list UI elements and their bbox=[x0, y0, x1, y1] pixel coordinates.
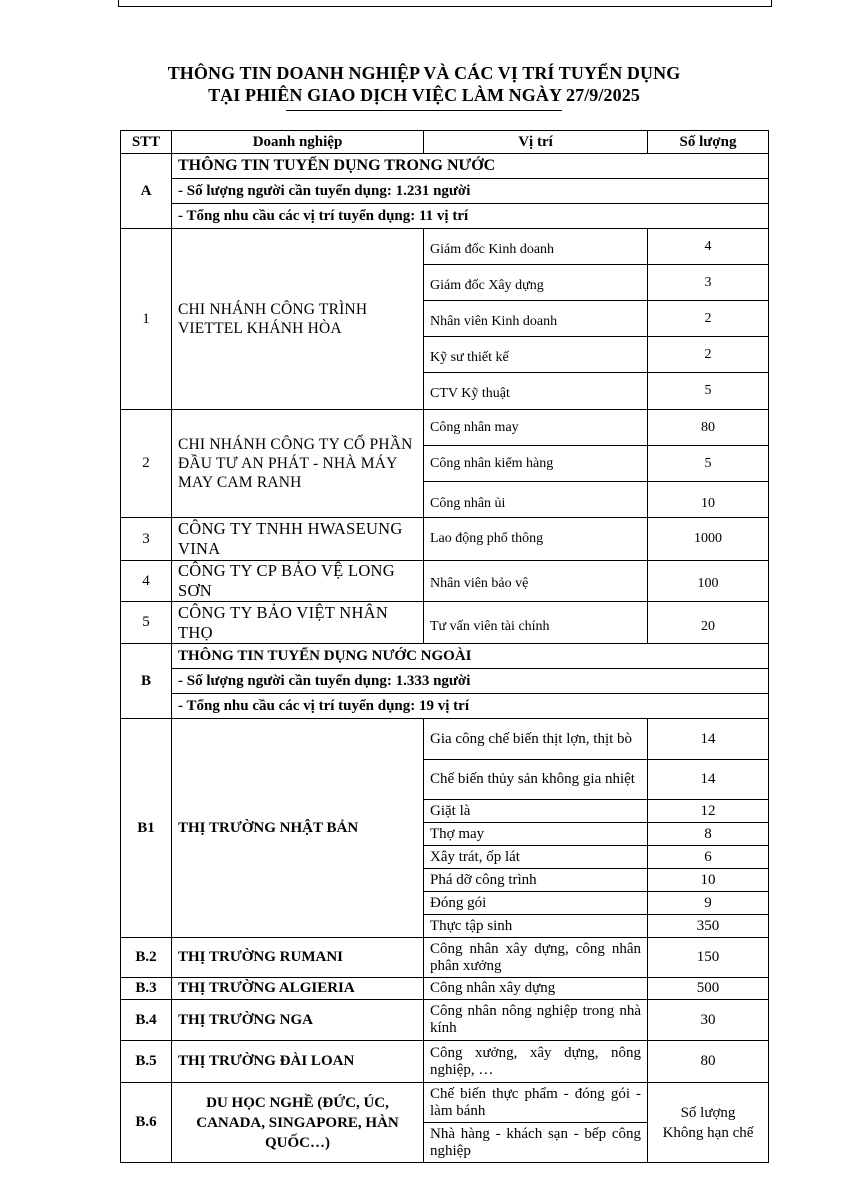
position-name: Nhân viên bảo vệ bbox=[424, 561, 648, 602]
table-row bbox=[121, 561, 769, 602]
position-name: Nhà hàng - khách sạn - bếp công nghiệp bbox=[424, 1123, 648, 1163]
header-quantity: Số lượng bbox=[648, 131, 769, 154]
position-qty: 8 bbox=[648, 823, 769, 846]
position-name: Kỹ sư thiết kế bbox=[424, 337, 648, 373]
position-qty: 12 bbox=[648, 800, 769, 823]
title-underline bbox=[286, 110, 562, 111]
row-stt: 4 bbox=[121, 561, 172, 602]
position-name: Công nhân ủi bbox=[424, 482, 648, 518]
position-qty: 14 bbox=[648, 719, 769, 760]
position-name: Chế biến thực phẩm - đóng gói - làm bánh bbox=[424, 1083, 648, 1123]
table-row bbox=[121, 1041, 769, 1083]
position-name: Công nhân xây dựng bbox=[424, 978, 648, 1000]
row-stt: 2 bbox=[121, 410, 172, 518]
section-b-title-row bbox=[121, 644, 769, 669]
position-qty: 3 bbox=[648, 265, 769, 301]
position-name: Phá dỡ công trình bbox=[424, 869, 648, 892]
market-name: THỊ TRƯỜNG ĐÀI LOAN bbox=[172, 1041, 424, 1083]
position-name: Công nhân may bbox=[424, 410, 648, 446]
row-stt: B.5 bbox=[121, 1041, 172, 1083]
row-stt: B.6 bbox=[121, 1083, 172, 1163]
position-name: Tư vấn viên tài chính bbox=[424, 602, 648, 644]
position-name: Thực tập sinh bbox=[424, 915, 648, 938]
position-name: Gia công chế biến thịt lợn, thịt bò bbox=[424, 719, 648, 760]
row-stt: B.2 bbox=[121, 938, 172, 978]
position-name: Giám đốc Xây dựng bbox=[424, 265, 648, 301]
section-a-line2: - Tổng nhu cầu các vị trí tuyển dụng: 11 vị trí bbox=[172, 204, 769, 229]
position-qty: 80 bbox=[648, 410, 769, 446]
position-name: Thợ may bbox=[424, 823, 648, 846]
section-b-line1: - Số lượng người cần tuyển dụng: 1.333 người bbox=[172, 669, 769, 694]
position-name: Giặt là bbox=[424, 800, 648, 823]
header-row bbox=[121, 131, 769, 154]
recruitment-table bbox=[120, 130, 769, 1163]
position-qty: 2 bbox=[648, 301, 769, 337]
market-name: DU HỌC NGHỀ (ĐỨC, ÚC, CANADA, SINGAPORE, HÀN QUỐC…) bbox=[172, 1083, 424, 1163]
section-a-title-row bbox=[121, 154, 769, 179]
table-row bbox=[121, 602, 769, 644]
position-qty: 14 bbox=[648, 760, 769, 800]
title-line-1: THÔNG TIN DOANH NGHIỆP VÀ CÁC VỊ TRÍ TUYỂN DỤNG bbox=[167, 63, 681, 83]
position-qty: 4 bbox=[648, 229, 769, 265]
section-a-title: THÔNG TIN TUYỂN DỤNG TRONG NƯỚC bbox=[172, 154, 769, 179]
position-qty: 150 bbox=[648, 938, 769, 978]
document-title bbox=[0, 62, 848, 106]
position-name: Công xưởng, xây dựng, nông nghiệp, … bbox=[424, 1041, 648, 1083]
position-qty: 20 bbox=[648, 602, 769, 644]
position-qty: 10 bbox=[648, 482, 769, 518]
position-name: Xây trát, ốp lát bbox=[424, 846, 648, 869]
position-qty: 10 bbox=[648, 869, 769, 892]
market-name: THỊ TRƯỜNG ALGIERIA bbox=[172, 978, 424, 1000]
position-qty: 1000 bbox=[648, 518, 769, 561]
section-b-line1-row bbox=[121, 669, 769, 694]
position-qty: 350 bbox=[648, 915, 769, 938]
section-b-stt: B bbox=[121, 644, 172, 719]
company-name: CÔNG TY BẢO VIỆT NHÂN THỌ bbox=[172, 602, 424, 644]
section-a-line1: - Số lượng người cần tuyển dụng: 1.231 người bbox=[172, 179, 769, 204]
position-qty: 80 bbox=[648, 1041, 769, 1083]
position-name: Công nhân nông nghiệp trong nhà kính bbox=[424, 1000, 648, 1041]
position-qty: 5 bbox=[648, 446, 769, 482]
position-qty: 6 bbox=[648, 846, 769, 869]
row-stt: B.4 bbox=[121, 1000, 172, 1041]
table-row bbox=[121, 518, 769, 561]
position-name: Công nhân kiểm hàng bbox=[424, 446, 648, 482]
company-name: CHI NHÁNH CÔNG TRÌNH VIETTEL KHÁNH HÒA bbox=[172, 229, 424, 410]
row-stt: B1 bbox=[121, 719, 172, 938]
company-name: CÔNG TY CP BẢO VỆ LONG SƠN bbox=[172, 561, 424, 602]
section-a-stt: A bbox=[121, 154, 172, 229]
table-row bbox=[121, 1083, 769, 1123]
row-stt: 3 bbox=[121, 518, 172, 561]
header-stt: STT bbox=[121, 131, 172, 154]
section-a-line1-row bbox=[121, 179, 769, 204]
position-qty: 100 bbox=[648, 561, 769, 602]
market-name: THỊ TRƯỜNG NHẬT BẢN bbox=[172, 719, 424, 938]
company-name: CÔNG TY TNHH HWASEUNG VINA bbox=[172, 518, 424, 561]
position-name: Đóng gói bbox=[424, 892, 648, 915]
row-stt: 1 bbox=[121, 229, 172, 410]
position-qty: 500 bbox=[648, 978, 769, 1000]
table-row bbox=[121, 938, 769, 978]
row-stt: B.3 bbox=[121, 978, 172, 1000]
section-b-line2: - Tổng nhu cầu các vị trí tuyển dụng: 19 vị trí bbox=[172, 694, 769, 719]
table-row bbox=[121, 978, 769, 1000]
table-row bbox=[121, 229, 769, 265]
position-name: CTV Kỹ thuật bbox=[424, 373, 648, 410]
unlimited-quantity bbox=[648, 1083, 769, 1163]
quantity-note: Không hạn chế bbox=[662, 1124, 754, 1141]
position-name: Lao động phổ thông bbox=[424, 518, 648, 561]
table-row bbox=[121, 719, 769, 760]
position-qty: 30 bbox=[648, 1000, 769, 1041]
header-company: Doanh nghiệp bbox=[172, 131, 424, 154]
position-qty: 2 bbox=[648, 337, 769, 373]
header-position: Vị trí bbox=[424, 131, 648, 154]
market-name: THỊ TRƯỜNG RUMANI bbox=[172, 938, 424, 978]
position-qty: 9 bbox=[648, 892, 769, 915]
position-name: Chế biến thủy sản không gia nhiệt bbox=[424, 760, 648, 800]
company-name: CHI NHÁNH CÔNG TY CỔ PHẦN ĐẦU TƯ AN PHÁT - NHÀ MÁY MAY CAM RANH bbox=[172, 410, 424, 518]
position-name: Giám đốc Kinh doanh bbox=[424, 229, 648, 265]
section-b-title: THÔNG TIN TUYỂN DỤNG NƯỚC NGOÀI bbox=[172, 644, 769, 669]
quantity-label: Số lượng bbox=[680, 1104, 736, 1121]
section-a-line2-row bbox=[121, 204, 769, 229]
position-qty: 5 bbox=[648, 373, 769, 410]
title-line-2: TẠI PHIÊN GIAO DỊCH VIỆC LÀM NGÀY 27/9/2025 bbox=[208, 85, 640, 105]
section-b-line2-row bbox=[121, 694, 769, 719]
row-stt: 5 bbox=[121, 602, 172, 644]
table-row bbox=[121, 1000, 769, 1041]
market-name: THỊ TRƯỜNG NGA bbox=[172, 1000, 424, 1041]
position-name: Nhân viên Kinh doanh bbox=[424, 301, 648, 337]
top-table-edge bbox=[118, 0, 772, 7]
position-name: Công nhân xây dựng, công nhân phân xưởng bbox=[424, 938, 648, 978]
table-row bbox=[121, 410, 769, 446]
